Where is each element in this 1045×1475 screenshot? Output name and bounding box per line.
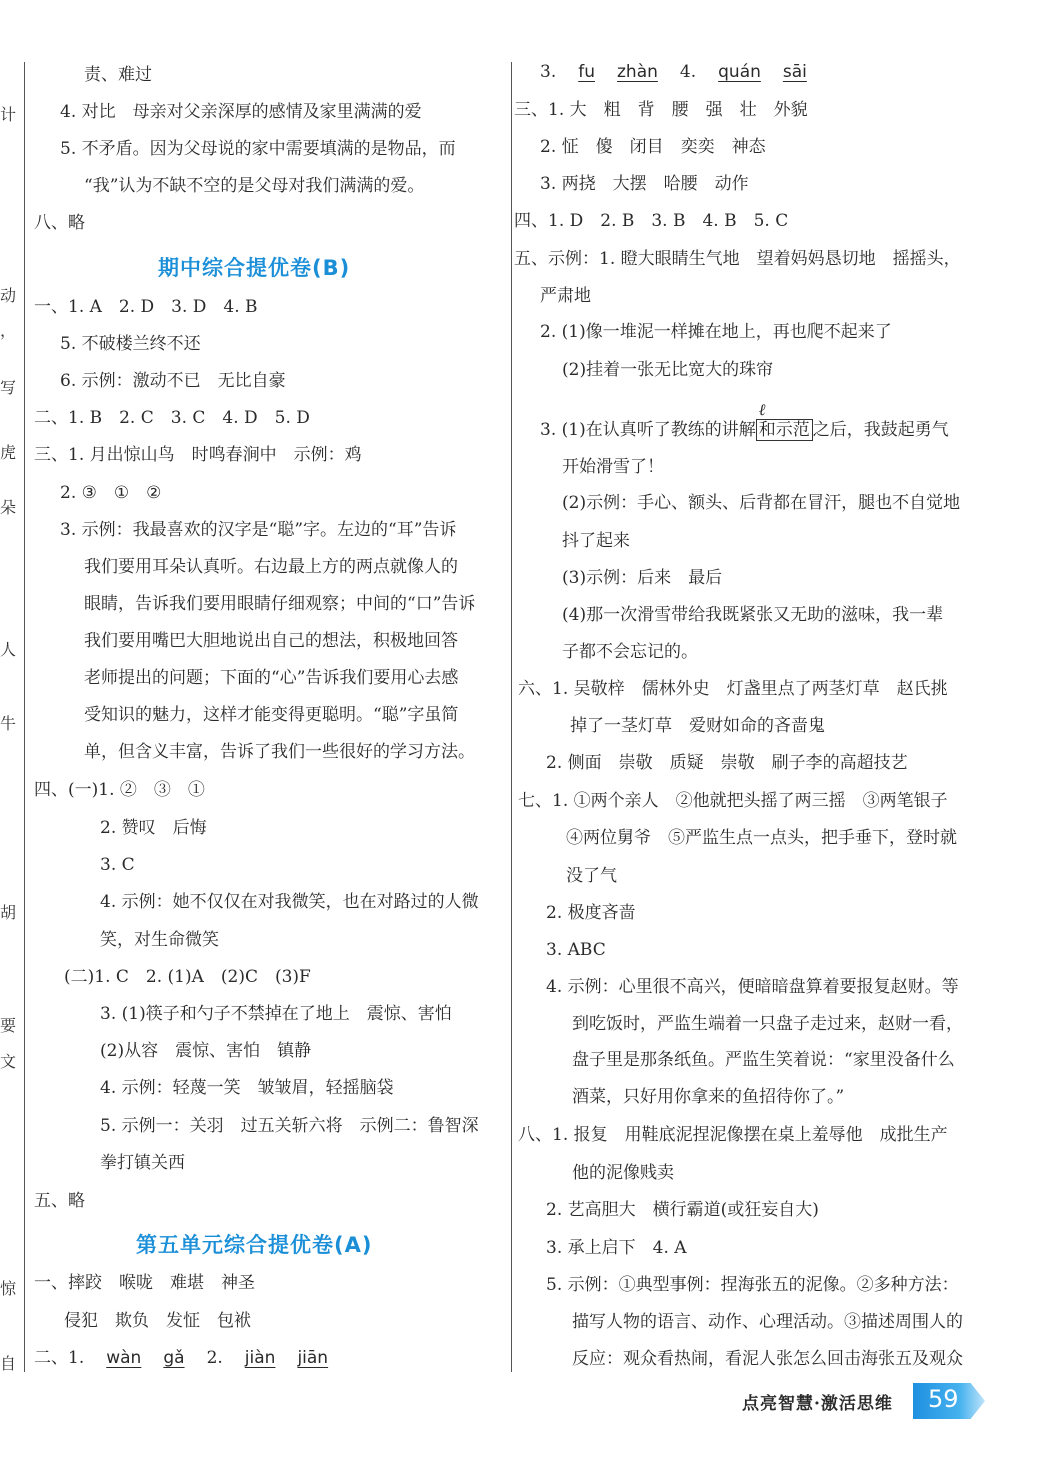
pinyin-answer: sāi (782, 62, 807, 82)
margin-char: ， (0, 321, 17, 340)
item-number: 4. (679, 62, 697, 82)
answer-line: 开始滑雪了！ (562, 457, 664, 477)
correction-box (756, 400, 813, 441)
answer-line: 我们要用嘴巴大胆地说出自己的想法，积极地回答 (84, 631, 458, 651)
answer-line: 七、1. ①两个亲人 ②他就把头摇了两三摇 ③两笔银子 (518, 791, 948, 811)
answer-line: 4. 示例：心里很不高兴，便暗暗盘算着要报复赵财。等 (546, 977, 959, 997)
answer-line: 一、1. A 2. D 3. D 4. B (34, 297, 258, 317)
answer-line: 严肃地 (540, 286, 591, 306)
answer-line: 盘子里是那条纸鱼。严监生笑着说：“家里没备什么 (572, 1050, 955, 1070)
section-heading: 期中综合提优卷(B) (158, 256, 351, 280)
margin-char: 胡 (0, 903, 17, 922)
pinyin-answer: quán (718, 62, 761, 82)
margin-char: 写 (0, 378, 17, 397)
answer-line: 责、难过 (84, 65, 152, 85)
answer-line: 笑，对生命微笑 (100, 930, 219, 950)
pinyin-answer: wàn (106, 1348, 142, 1368)
answer-line: 5. 示例一：关羽 过五关斩六将 示例二：鲁智深 (100, 1116, 479, 1136)
margin-char: 动 (0, 286, 17, 305)
item-number: 2. (206, 1348, 223, 1368)
section-heading: 第五单元综合提优卷(A) (136, 1233, 373, 1257)
answer-line: 3. 承上启下 4. A (546, 1238, 687, 1258)
margin-char: 朵 (0, 498, 17, 517)
answer-text: 3. (1)在认真听了教练的讲解 (540, 420, 756, 440)
answer-line: (2)挂着一张无比宽大的珠帘 (562, 360, 774, 380)
answer-line: 他的泥像贱卖 (572, 1163, 674, 1183)
answer-line: 5. 示例：①典型事例：捏海张五的泥像。②多种方法： (546, 1275, 959, 1295)
answer-line: 侵犯 欺负 发怔 包袱 (64, 1311, 251, 1331)
answer-line: 2. 极度吝啬 (546, 903, 636, 923)
answer-line: 反应：观众看热闹，看泥人张怎么回击海张五及观众 (572, 1349, 963, 1369)
answer-line: 拳打镇关西 (100, 1153, 185, 1173)
answer-line: 四、1. D 2. B 3. B 4. B 5. C (514, 211, 789, 231)
column-divider (511, 62, 512, 1372)
page-number: 59 (928, 1385, 959, 1413)
answer-line: (2)从容 震惊、害怕 镇静 (100, 1041, 312, 1061)
answer-line: 4. 示例：她不仅仅在对我微笑，也在对路过的人微 (100, 892, 479, 912)
answer-line: 我们要用耳朵认真听。右边最上方的两点就像人的 (84, 557, 458, 577)
answer-line: 2. 侧面 崇敬 质疑 崇敬 刷子李的高超技艺 (546, 753, 908, 773)
pinyin-answer: zhàn (617, 62, 658, 82)
margin-divider (24, 62, 25, 1372)
answer-line: 老师提出的问题；下面的“心”告诉我们要用心去感 (84, 668, 459, 688)
answer-line: 子都不会忘记的。 (562, 642, 698, 662)
answer-line: 掉了一茎灯草 爱财如命的吝啬鬼 (570, 716, 825, 736)
answer-line: 3. 示例：我最喜欢的汉字是“聪”字。左边的“耳”告诉 (60, 520, 457, 540)
answer-line: 六、1. 吴敬梓 儒林外史 灯盏里点了两茎灯草 赵氏挑 (518, 679, 948, 699)
answer-line: (3)示例：后来 最后 (562, 568, 723, 588)
answer-line: 八、略 (34, 213, 85, 233)
answer-line: 五、示例：1. 瞪大眼睛生气地 望着妈妈恳切地 摇摇头， (514, 249, 961, 269)
answer-line: 抖了起来 (562, 531, 630, 551)
answer-line: 八、1. 报复 用鞋底泥捏泥像摆在桌上羞辱他 成批生产 (518, 1125, 948, 1145)
answer-line: 没了气 (566, 866, 617, 886)
answer-line: 3. ABC (546, 940, 606, 960)
answer-line: ④两位舅爷 ⑤严监生点一点头，把手垂下，登时就 (566, 828, 957, 848)
answer-line: 3. C (100, 855, 135, 875)
answer-line: 2. 艺高胆大 横行霸道(或狂妄自大) (546, 1200, 819, 1220)
answer-line: 2. 赞叹 后悔 (100, 818, 207, 838)
answer-line (540, 400, 949, 442)
footer-slogan: 点亮智慧·激活思维 (742, 1394, 893, 1414)
pinyin-answer: gǎ (163, 1348, 185, 1368)
margin-char: 虎 (0, 443, 17, 462)
margin-char: 牛 (0, 714, 17, 733)
answer-line: 3. (1)筷子和勺子不禁掉在了地上 震惊、害怕 (100, 1004, 452, 1024)
margin-char: 自 (0, 1354, 17, 1373)
answer-line: 5. 不破楼兰终不还 (60, 334, 201, 354)
answer-line: 6. 示例：激动不已 无比自豪 (60, 371, 286, 391)
pinyin-answer: jiān (297, 1348, 329, 1368)
answer-line: (二)1. C 2. (1)A (2)C (3)F (64, 967, 311, 987)
answer-line: 到吃饭时，严监生端着一只盘子走过来，赵财一看， (572, 1014, 963, 1034)
pinyin-answer: fu (578, 62, 595, 82)
answer-line: 五、略 (34, 1191, 85, 1211)
answer-line (34, 1346, 328, 1370)
answer-line: (2)示例：手心、额头、后背都在冒汗，腿也不自觉地 (562, 493, 961, 513)
answer-line: 四、(一)1. ② ③ ① (34, 780, 205, 800)
margin-char: 要 (0, 1016, 17, 1035)
item-number: 二、1. (34, 1348, 85, 1368)
answer-line: 3. 两挠 大摆 哈腰 动作 (540, 174, 749, 194)
answer-line: 二、1. B 2. C 3. C 4. D 5. D (34, 408, 310, 428)
answer-line: 酒菜，只好用你拿来的鱼招待你了。” (572, 1087, 845, 1107)
margin-char: 文 (0, 1052, 17, 1071)
answer-line: 一、摔跤 喉咙 难堪 神圣 (34, 1273, 255, 1293)
answer-line: “我”认为不缺不空的是父母对我们满满的爱。 (84, 176, 425, 196)
answer-line: 2. (1)像一堆泥一样摊在地上，再也爬不起来了 (540, 322, 892, 342)
answer-line: 5. 不矛盾。因为父母说的家中需要填满的是物品，而 (60, 139, 456, 159)
margin-char: 人 (0, 640, 17, 659)
answer-line: (4)那一次滑雪带给我既紧张又无助的滋味，我一辈 (562, 605, 944, 625)
answer-line (540, 60, 807, 84)
boxed-text: 和示范 (758, 420, 810, 440)
margin-char: 惊 (0, 1279, 17, 1298)
insertion-mark-icon: ℓ (758, 400, 766, 419)
answer-line: 4. 对比 母亲对父亲深厚的感情及家里满满的爱 (60, 102, 422, 122)
answer-line: 受知识的魅力，这样才能变得更聪明。“聪”字虽简 (84, 705, 459, 725)
answer-line: 单，但含义丰富，告诉了我们一些很好的学习方法。 (84, 742, 475, 762)
answer-line: 2. 怔 傻 闭目 奕奕 神态 (540, 137, 766, 157)
pinyin-answer: jiàn (244, 1348, 276, 1368)
answer-line: 眼睛，告诉我们要用眼睛仔细观察；中间的“口”告诉 (84, 594, 476, 614)
answer-line: 2. ③ ① ② (60, 483, 162, 503)
answer-line: 描写人物的语言、动作、心理活动。③描述周围人的 (572, 1312, 963, 1332)
answer-line: 4. 示例：轻蔑一笑 皱皱眉，轻摇脑袋 (100, 1078, 394, 1098)
margin-char: 计 (0, 105, 17, 124)
answer-text: 之后，我鼓起勇气 (812, 420, 949, 440)
item-number: 3. (540, 62, 557, 82)
answer-line: 三、1. 大 粗 背 腰 强 壮 外貌 (514, 100, 808, 120)
answer-line: 三、1. 月出惊山鸟 时鸣春涧中 示例：鸡 (34, 445, 362, 465)
